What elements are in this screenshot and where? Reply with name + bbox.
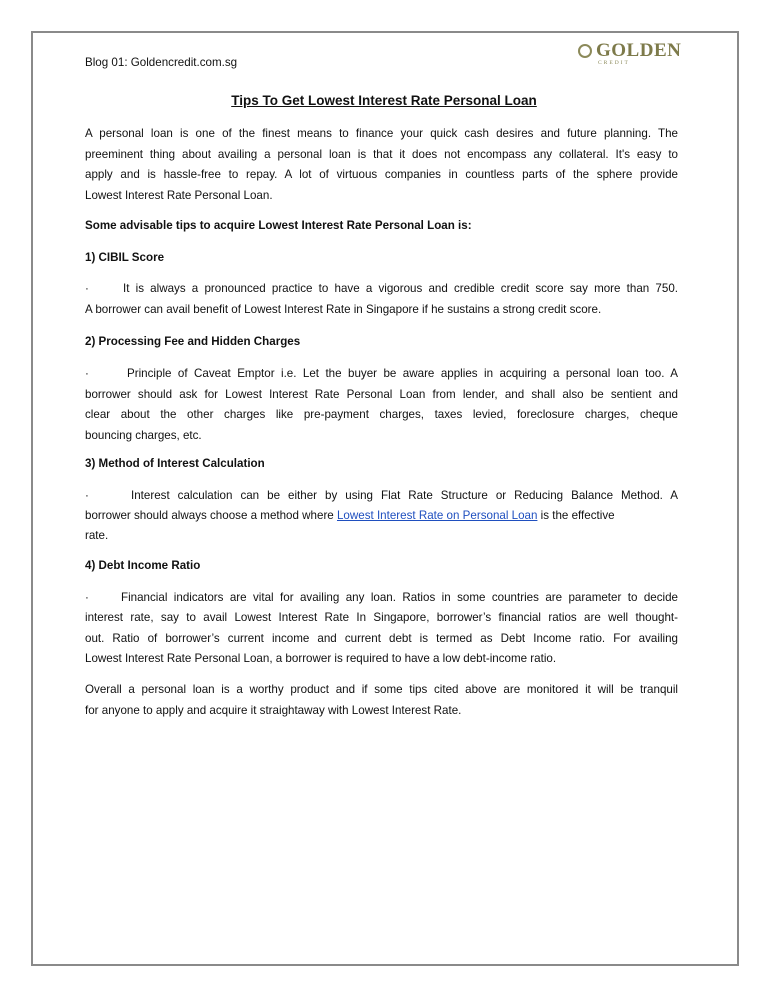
intro-line: apply and is hassle-free to repay. A lot of virtuous companies in countless parts of the sphere provide: [85, 168, 678, 181]
section-3-line: [85, 488, 678, 504]
section-2-line: bouncing charges, etc.: [85, 429, 202, 442]
section-2-line: clear about the other charges like pre-payment charges, taxes levied, foreclosure charges, cheque: [85, 408, 678, 421]
bullet: ·: [85, 489, 89, 502]
section-4-line: interest rate, say to avail Lowest Interest Rate In Singapore, borrower’s financial ratios are well thought-: [85, 611, 678, 624]
text: is the effective: [537, 509, 615, 522]
text: Interest calculation can be either by using Flat Rate Structure or Reducing Balance Method. A: [131, 489, 678, 502]
section-2-heading: 2) Processing Fee and Hidden Charges: [85, 335, 301, 348]
page-title: Tips To Get Lowest Interest Rate Personal Loan: [231, 93, 537, 108]
bullet: ·: [85, 282, 89, 295]
closing-line: for anyone to apply and acquire it straightaway with Lowest Interest Rate.: [85, 704, 462, 717]
closing-line: Overall a personal loan is a worthy product and if some tips cited above are monitored it will be tranquil: [85, 683, 678, 696]
section-1-line: A borrower can avail benefit of Lowest Interest Rate in Singapore if he sustains a strong credit score.: [85, 303, 602, 316]
header-text: Blog 01: Goldencredit.com.sg: [85, 56, 238, 69]
tips-heading: Some advisable tips to acquire Lowest Interest Rate Personal Loan is:: [85, 219, 472, 232]
section-1-line: [85, 281, 678, 297]
section-3-line: rate.: [85, 529, 109, 542]
section-2-line: borrower should ask for Lowest Interest Rate Personal Loan from lender, and shall also be sentient and: [85, 388, 678, 401]
section-4-line: [85, 590, 678, 606]
section-4-line: out. Ratio of borrower’s current income and current debt is termed as Debt Income ratio. For availing: [85, 632, 678, 645]
section-4-heading: 4) Debt Income Ratio: [85, 559, 201, 572]
section-3-line: [85, 508, 678, 524]
text: borrower should always choose a method where: [85, 509, 337, 522]
logo-subtext: CREDIT: [598, 60, 630, 66]
intro-line: preeminent thing about availing a personal loan is that it does not encompass any collateral. It's easy to: [85, 148, 678, 161]
logo-text: GOLDEN: [596, 40, 682, 61]
logo-mark-icon: [578, 44, 592, 58]
text: It is always a pronounced practice to have a vigorous and credible credit score say more than 750.: [123, 282, 678, 295]
section-1-heading: 1) CIBIL Score: [85, 251, 165, 264]
section-3-heading: 3) Method of Interest Calculation: [85, 457, 265, 470]
bullet: ·: [85, 367, 89, 380]
text: Financial indicators are vital for availing any loan. Ratios in some countries are parameter to decide: [121, 591, 678, 604]
intro-line: A personal loan is one of the finest means to finance your quick cash desires and future planning. The: [85, 127, 678, 140]
bullet: ·: [85, 591, 89, 604]
lowest-interest-rate-link[interactable]: Lowest Interest Rate on Personal Loan: [336, 509, 538, 522]
text: Principle of Caveat Emptor i.e. Let the buyer be aware applies in acquiring a personal loan too. A: [127, 367, 678, 380]
golden-credit-logo: [578, 40, 682, 68]
section-2-line: [85, 366, 678, 382]
intro-line: Lowest Interest Rate Personal Loan.: [85, 189, 273, 202]
section-4-line: Lowest Interest Rate Personal Loan, a borrower is required to have a low debt-income ratio.: [85, 652, 557, 665]
